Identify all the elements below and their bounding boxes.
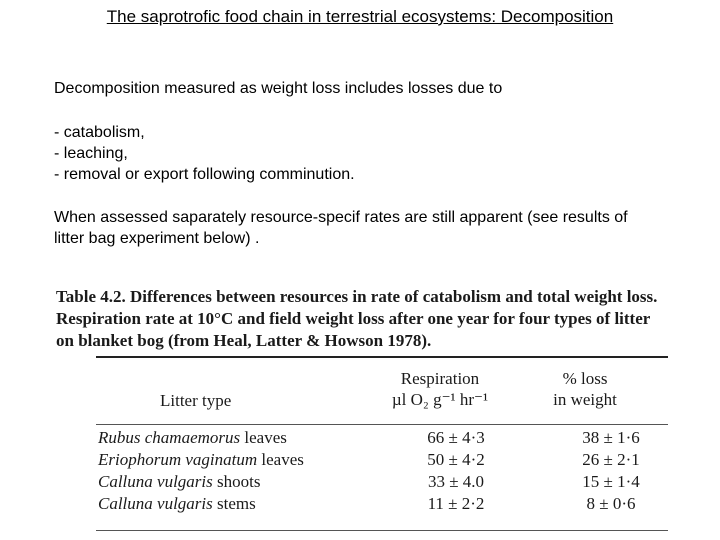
respiration-value: 50 ± 4·2 xyxy=(427,450,485,469)
header-weight-loss xyxy=(530,368,640,410)
header-loss-units: in weight xyxy=(553,390,617,409)
list-item: - catabolism, xyxy=(54,124,145,141)
note-text: When assessed saparately resource-specif rates are still apparent (see results of litter bag experiment below) . xyxy=(54,209,628,247)
litter-name xyxy=(98,472,260,492)
page-title: The saprotrofic food chain in terrestrial ecosystems: Decomposition xyxy=(106,7,614,26)
loss-value: 8 ± 0·6 xyxy=(586,494,636,513)
list-item: - removal or export following comminution. xyxy=(54,166,355,183)
list-item: - leaching, xyxy=(54,145,128,162)
species-name: Rubus chamaemorus xyxy=(98,428,241,447)
litter-name xyxy=(98,494,256,514)
header-loss-label: % loss xyxy=(562,369,608,388)
loss-value: 38 ± 1·6 xyxy=(582,428,640,447)
table-row xyxy=(96,494,668,516)
header-respiration xyxy=(370,368,510,410)
table-caption-text: Differences between resources in rate of catabolism and total weight loss. Respiration rate at 10°C and field weight loss after one year for four types of litter on blanket bog (from Heal, Latter & Howson 1978). xyxy=(56,287,658,350)
header-respiration-label: Respiration xyxy=(400,369,480,388)
scanned-table xyxy=(50,284,675,540)
loss-value: 15 ± 1·4 xyxy=(582,472,640,491)
species-name: Calluna vulgaris xyxy=(98,494,213,513)
respiration-value: 66 ± 4·3 xyxy=(427,428,485,447)
loss-value: 26 ± 2·1 xyxy=(582,450,640,469)
table-row xyxy=(96,472,668,494)
species-name: Calluna vulgaris xyxy=(98,472,213,491)
plant-part: leaves xyxy=(244,428,287,447)
table-row xyxy=(96,428,668,450)
respiration-value: 11 ± 2·2 xyxy=(427,494,485,513)
species-name: Eriophorum vaginatum xyxy=(98,450,258,469)
table-top-rule xyxy=(96,356,668,358)
plant-part: leaves xyxy=(261,450,304,469)
intro-text: Decomposition measured as weight loss includes losses due to xyxy=(54,80,503,97)
litter-name xyxy=(98,428,287,448)
litter-name xyxy=(98,450,304,470)
table-row xyxy=(96,450,668,472)
respiration-value: 33 ± 4.0 xyxy=(427,472,485,491)
table-header-rule xyxy=(96,424,668,425)
loss-causes-list xyxy=(54,122,355,185)
plant-part: stems xyxy=(217,494,256,513)
header-respiration-units: µl O₂ g⁻¹ hr⁻¹ xyxy=(391,390,489,409)
plant-part: shoots xyxy=(217,472,261,491)
header-litter-type: Litter type xyxy=(160,391,232,410)
table-caption xyxy=(56,286,671,352)
table-bottom-rule xyxy=(96,530,668,531)
table-label: Table 4.2. xyxy=(56,287,126,306)
